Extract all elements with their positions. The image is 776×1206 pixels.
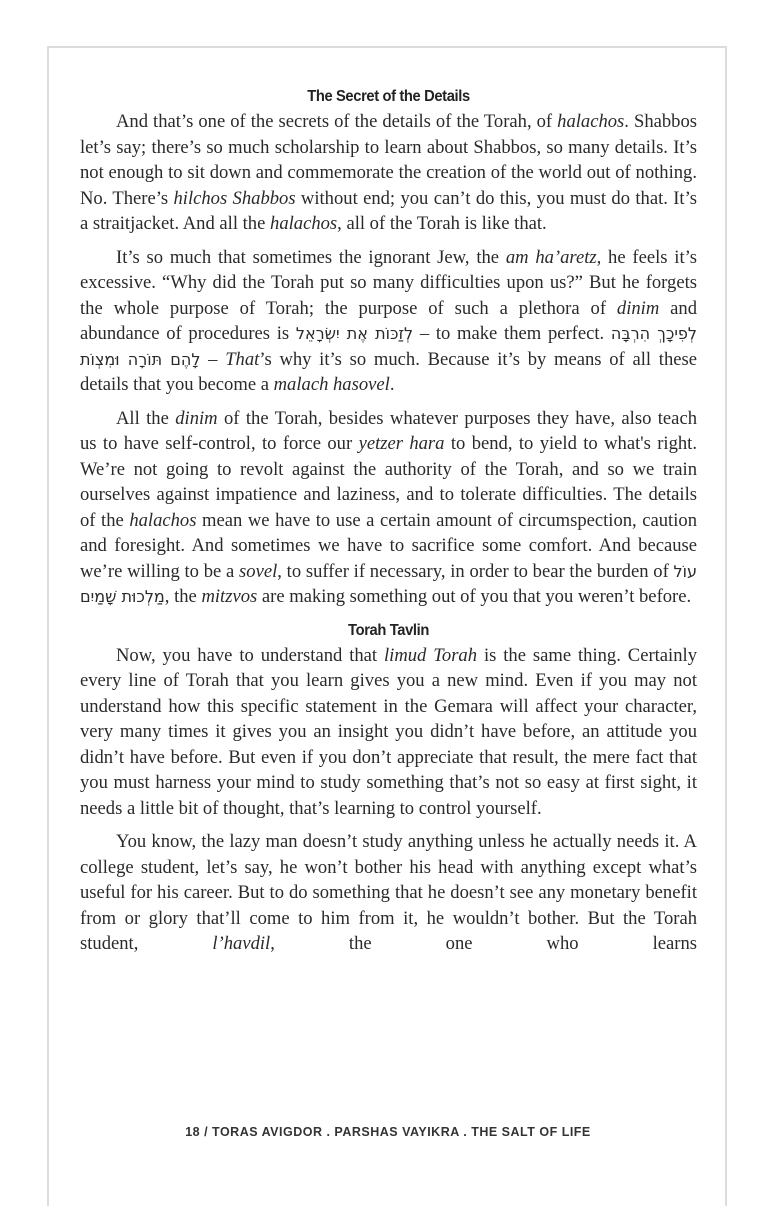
italic-term: halachos bbox=[557, 111, 625, 132]
hebrew-phrase: לְזַכּוֹת אֶת יִשְׂרָאֵל bbox=[295, 324, 414, 343]
section-heading: Torah Tavlin bbox=[348, 621, 429, 639]
italic-term: halachos bbox=[270, 213, 338, 234]
hebrew-phrase: עוֹל מַלְכוּת שָׁמַיִם bbox=[80, 561, 697, 606]
body-paragraph: Now, you have to understand that limud Torah is the same thing. Certainly every line of Torah that you learn gives you a new mind. Even if you may not understand how this specific statement in the Gemara will affect your character, very many times it gives you an insight you didn’t have before, an attitude you didn’t have before. But even if you don’t appreciate that result, the mere fact that you must harness your mind to study something that’s not so easy at first sight, it needs a little bit of thought, that’s learning to control yourself. bbox=[80, 644, 697, 819]
body-paragraph: And that’s one of the secrets of the details of the Torah, of halachos. Shabbos let’s say; there’s so much scholarship to learn about Shabbos, so many details. It’s not enough to sit down and commemorate the creation of the world out of nothing. No. There’s hilchos Shabbos without end; you can’t do this, you must do that. It’s a straitjacket. And all the halachos, all of the Torah is like that. bbox=[80, 111, 697, 234]
italic-term: yetzer hara bbox=[358, 433, 445, 454]
italic-term: am ha’aretz bbox=[505, 246, 597, 268]
hebrew-phrase: לְפִיכָךְ הִרְבָּה לָהֶם תּוֹרָה וּמִצְוֹת bbox=[80, 324, 697, 369]
italic-term: mitzvos bbox=[201, 586, 258, 607]
body-paragraph: You know, the lazy man doesn’t study anything unless he actually needs it. A college student, let’s say, he won’t bother his head with anything except what’s useful for his career. But to do something that he doesn’t see any monetary benefit from or glory that’ll come to him from it, he wouldn’t bother. But the Torah student, l’havdil, the one who learns bbox=[80, 831, 697, 954]
italic-term: halachos bbox=[129, 509, 197, 531]
italic-term: malach hasovel bbox=[273, 374, 390, 395]
section-body bbox=[80, 109, 697, 610]
italic-term: limud Torah bbox=[384, 644, 478, 666]
italic-term: That bbox=[225, 348, 260, 370]
page-footer: 18 / TORAS AVIGDOR . PARSHAS VAYIKRA . THE SALT OF LIFE bbox=[185, 1125, 591, 1139]
body-paragraph: It’s so much that sometimes the ignorant Jew, the am ha’aretz, he feels it’s excessive. “Why did the Torah put so many difficulties upon us?” But he forgets the whole purpose of Torah; the purpose of such a plethora of dinim and abundance of procedures is לְזַכּוֹת אֶת יִשְׂרָאֵל – to make them perfect. לְפִיכָךְ הִרְבָּה לָהֶם תּוֹרָה וּמִצְוֹת – That’s why it’s so much. Because it’s by means of all these details that you become a malach hasovel. bbox=[80, 246, 698, 395]
section-body bbox=[80, 643, 697, 957]
italic-term: hilchos Shabbos bbox=[173, 187, 296, 209]
italic-term: dinim bbox=[175, 407, 218, 429]
italic-term: l’havdil bbox=[212, 933, 271, 954]
italic-term: sovel bbox=[239, 560, 278, 582]
page-content bbox=[80, 84, 697, 965]
italic-term: dinim bbox=[616, 297, 660, 319]
section-heading: The Secret of the Details bbox=[307, 88, 470, 105]
body-paragraph: All the dinim of the Torah, besides whatever purposes they have, also teach us to have self-control, to force our yetzer hara to bend, to yield to what's right. We’re not going to revolt against the authority of the Torah, and so we train ourselves against impatience and laziness, and to tolerate difficulties. The details of the halachos mean we have to use a certain amount of circumspection, caution and foresight. And sometimes we have to sacrifice some comfort. And because we’re willing to be a sovel, to suffer if necessary, in order to bear the burden of עוֹל מַלְכוּת שָׁמַיִם, the mitzvos are making something out of you that you weren’t before. bbox=[80, 407, 697, 607]
